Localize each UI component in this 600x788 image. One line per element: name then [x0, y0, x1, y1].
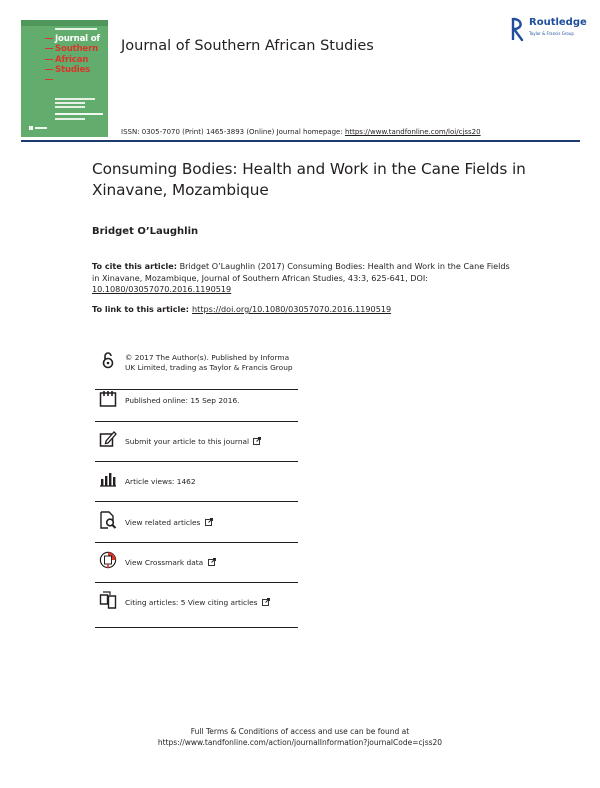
cover-tick	[45, 69, 53, 70]
footer-terms-text: Full Terms & Conditions of access and use can be found at	[190, 727, 410, 736]
issn-line	[121, 128, 481, 136]
row-separator	[95, 501, 298, 502]
cover-tick	[45, 38, 53, 39]
cover-tick	[45, 48, 53, 49]
journal-cover-thumbnail	[21, 20, 108, 137]
row-separator	[95, 542, 298, 543]
external-link-icon	[253, 437, 261, 445]
cover-logo-icon	[29, 124, 49, 132]
crossmark-icon	[99, 551, 117, 569]
publisher-tagline: Taylor & Francis Group	[529, 31, 574, 36]
cover-title-line: African	[55, 54, 89, 65]
edit-pencil-icon	[99, 430, 117, 448]
external-link-icon	[208, 558, 216, 566]
article-author: Bridget O’Laughlin	[92, 226, 199, 237]
citing-documents-icon	[99, 591, 117, 609]
routledge-mark-icon	[511, 16, 525, 42]
cover-title-line: Studies	[55, 65, 91, 76]
article-views: Article views: 1462	[125, 477, 196, 486]
license-text: © 2017 The Author(s). Published by Informa UK Limited, trading as Taylor & Francis Group	[125, 353, 293, 372]
article-link-line	[92, 304, 391, 314]
cover-tick	[45, 79, 53, 80]
calendar-icon	[99, 390, 117, 408]
related-articles-label: View related articles	[125, 518, 201, 527]
publisher-name: Routledge	[529, 17, 587, 28]
routledge-logo[interactable]	[511, 16, 591, 42]
cover-tick	[45, 59, 53, 60]
footer	[0, 727, 600, 748]
row-separator	[95, 461, 298, 462]
cover-top-band	[21, 20, 108, 26]
article-title: Consuming Bodies: Health and Work in the Cane Fields in Xinavane, Mozambique	[92, 160, 526, 199]
link-label: To link to this article:	[92, 304, 190, 314]
search-document-icon	[99, 511, 117, 529]
external-link-icon	[262, 598, 270, 606]
cover-text-line	[55, 106, 85, 108]
row-separator	[95, 389, 298, 390]
citation-block	[92, 261, 512, 296]
open-access-lock-icon	[99, 351, 117, 369]
cover-text-line	[55, 118, 85, 120]
cite-text: Bridget O’Laughlin (2017) Consuming Bodies: Health and Work in the Cane Fields in Xinavane, Mozambique, Journal of Southern African Studies, 43:3, 625-641, DOI:	[92, 261, 510, 283]
journal-homepage-link[interactable]: https://www.tandfonline.com/loi/cjss20	[344, 128, 481, 136]
bar-chart-icon	[99, 470, 117, 488]
cover-text-line	[55, 113, 103, 115]
header-divider	[21, 140, 580, 142]
external-link-icon	[205, 518, 213, 526]
article-doi-link[interactable]: https://doi.org/10.1080/03057070.2016.1190519	[192, 304, 392, 314]
related-articles-link[interactable]	[125, 518, 301, 528]
crossmark-link[interactable]	[125, 558, 301, 568]
issn-text: ISSN: 0305-7070 (Print) 1465-3893 (Online) Journal homepage:	[121, 128, 345, 136]
cite-doi-link[interactable]: 10.1080/03057070.2016.1190519	[92, 284, 232, 294]
cite-label: To cite this article:	[92, 261, 178, 271]
row-separator	[95, 421, 298, 422]
published-date: Published online: 15 Sep 2016.	[125, 396, 240, 405]
cover-text-line	[55, 102, 85, 104]
journal-title[interactable]: Journal of Southern African Studies	[121, 38, 374, 54]
cover-title-line: Journal of	[55, 34, 100, 44]
crossmark-label: View Crossmark data	[125, 558, 204, 567]
cover-title	[55, 34, 107, 76]
submit-article-link[interactable]	[125, 437, 301, 447]
citing-articles-label: Citing articles: 5 View citing articles	[125, 598, 258, 607]
cover-title-line: Southern	[55, 44, 99, 55]
citing-articles-link[interactable]	[125, 598, 301, 608]
row-separator	[95, 627, 298, 628]
submit-article-label: Submit your article to this journal	[125, 437, 250, 446]
footer-terms-link[interactable]: https://www.tandfonline.com/action/journalInformation?journalCode=cjss20	[157, 737, 443, 747]
cover-text-line	[55, 98, 95, 100]
row-separator	[95, 582, 298, 583]
cover-top-line	[55, 28, 97, 30]
